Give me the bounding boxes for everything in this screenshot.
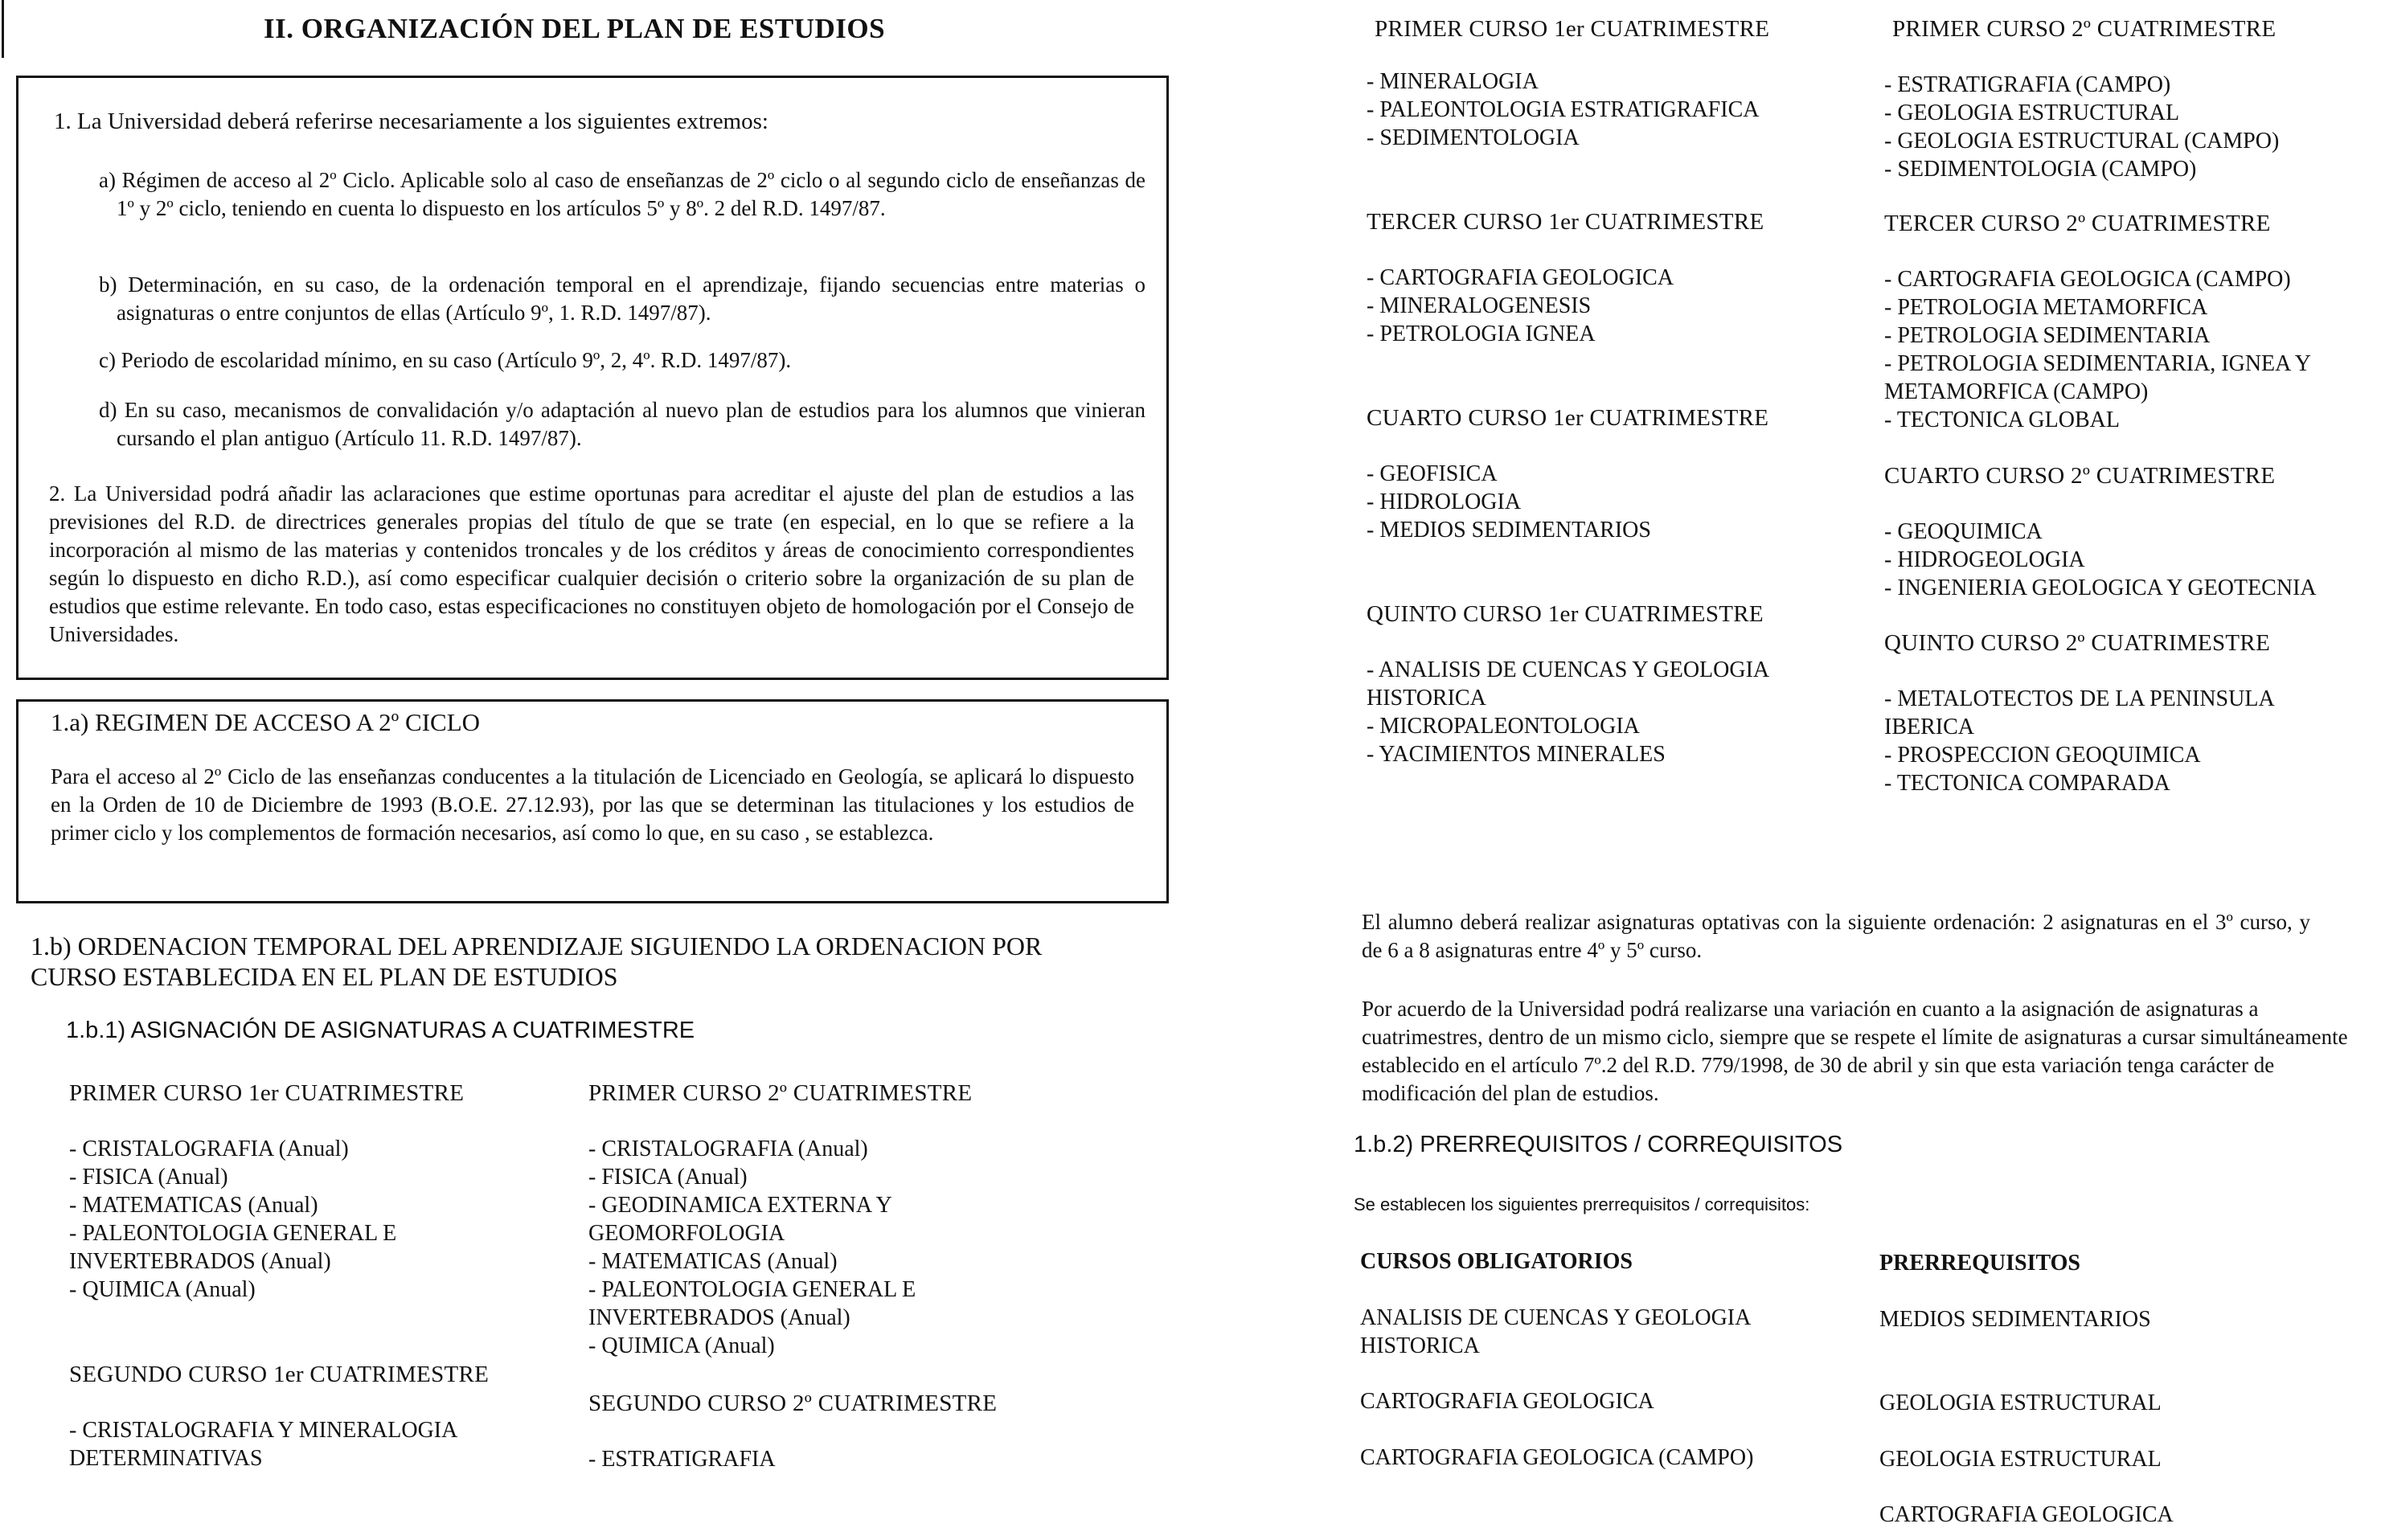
table-row-curso: [1360, 1387, 1654, 1415]
subject-item: - QUIMICA (Anual): [588, 1333, 775, 1358]
section-b-heading-line: CURSO ESTABLECIDA EN EL PLAN DE ESTUDIOS: [31, 962, 618, 991]
requirement-a: a) Régimen de acceso al 2º Ciclo. Aplicable solo al caso de enseñanzas de 2º ciclo o al segundo ciclo de enseñanzas de 1º y 2º ciclo, teniendo en cuenta lo dispuesto en los artículos 5º y 8º. 2 del R.D. 1497/87.: [99, 168, 1145, 220]
subject-item: - CRISTALOGRAFIA (Anual): [588, 1137, 868, 1161]
course-heading: CUARTO CURSO 1er CUATRIMESTRE: [1367, 405, 1769, 431]
subject-item: - CRISTALOGRAFIA Y MINERALOGIA: [69, 1418, 458, 1443]
acuerdo-paragraph: Por acuerdo de la Universidad podrá realizarse una variación en cuanto a la asignación de asignaturas a cuatrimestres, dentro de un mismo ciclo, siempre que se respete el límite de asignaturas a cursar simultáneamente establecido en el artículo 7º.2 del R.D. 779/1998, de 30 de abril y sin que esta variación tenga carácter de modificación del plan de estudios.: [1362, 997, 2348, 1105]
subject-item: - HIDROLOGIA: [1367, 489, 1522, 514]
section-b2-intro: Se establecen los siguientes prerrequisitos / correquisitos:: [1354, 1194, 1810, 1214]
table-cell: ANALISIS DE CUENCAS Y GEOLOGIA: [1360, 1305, 1752, 1330]
table-cell: CARTOGRAFIA GEOLOGICA: [1879, 1502, 2174, 1527]
subject-list: [1367, 460, 1651, 544]
subject-list: [1884, 265, 2311, 434]
subject-item: - CARTOGRAFIA GEOLOGICA (CAMPO): [1884, 267, 2291, 292]
course-heading: PRIMER CURSO 2º CUATRIMESTRE: [1892, 16, 2276, 42]
subject-list: [1367, 656, 1769, 768]
table-row-curso: [1360, 1444, 1753, 1472]
subject-list: [1884, 685, 2275, 797]
requirement-b: b) Determinación, en su caso, de la ordenación temporal en el aprendizaje, fijando secuencias entre materias o asignaturas o entre conjuntos de ellas (Artículo 9º, 1. R.D. 1497/87).: [99, 272, 1145, 325]
course-heading: PRIMER CURSO 1er CUATRIMESTRE: [69, 1080, 465, 1106]
subject-item: - PROSPECCION GEOQUIMICA: [1884, 743, 2201, 768]
subject-list: [1367, 264, 1674, 348]
requirement-d: d) En su caso, mecanismos de convalidación y/o adaptación al nuevo plan de estudios para los alumnos que vinieran cursando el plan antiguo (Artículo 11. R.D. 1497/87).: [99, 398, 1145, 450]
subject-item: INVERTEBRADOS (Anual): [69, 1249, 331, 1274]
section-b1-heading: 1.b.1) ASIGNACIÓN DE ASIGNATURAS A CUATRIMESTRE: [66, 1018, 695, 1043]
table-row-prereq: [1879, 1305, 2151, 1333]
subject-item: - MATEMATICAS (Anual): [588, 1249, 838, 1274]
subject-item: - FISICA (Anual): [69, 1165, 228, 1190]
optativas-paragraph: El alumno deberá realizar asignaturas optativas con la siguiente ordenación: 2 asignaturas en el 3º curso, y de 6 a 8 asignaturas entre 4º y 5º curso.: [1362, 910, 2310, 962]
course-heading: PRIMER CURSO 2º CUATRIMESTRE: [588, 1080, 973, 1106]
subject-item: HISTORICA: [1367, 686, 1486, 711]
subject-item: - ANALISIS DE CUENCAS Y GEOLOGIA: [1367, 657, 1770, 682]
subject-item: - PETROLOGIA METAMORFICA: [1884, 295, 2208, 320]
subject-item: - GEOLOGIA ESTRUCTURAL: [1884, 100, 2180, 125]
subject-item: - PALEONTOLOGIA GENERAL E: [69, 1221, 397, 1246]
table-row-prereq: [1879, 1445, 2174, 1529]
subject-item: - GEOFISICA: [1367, 461, 1498, 486]
table-row-prereq: [1879, 1389, 2162, 1417]
subject-item: IBERICA: [1884, 715, 1974, 739]
subject-item: - YACIMIENTOS MINERALES: [1367, 742, 1666, 767]
subject-item: INVERTEBRADOS (Anual): [588, 1305, 850, 1330]
subject-item: - MICROPALEONTOLOGIA: [1367, 714, 1640, 739]
requirements-box: [16, 76, 1169, 680]
subject-item: - CARTOGRAFIA GEOLOGICA: [1367, 265, 1674, 290]
requirements-para2: 2. La Universidad podrá añadir las aclaraciones que estime oportunas para acreditar el ajuste del plan de estudios a las previsiones del R.D. de directrices generales propias del título de que se trate (en especial, en lo que se refiere a la incorporación al mismo de las materias y contenidos troncales y de los créditos y áreas de conocimiento correspondientes según lo dispuesto en dicho R.D.), así como especificar cualquier decisión o criterio sobre la organización de su plan de estudios que estime relevante. En todo caso, estas especificaciones no constituyen objeto de homologación por el Consejo de Universidades.: [49, 481, 1134, 646]
subject-item: - MINERALOGENESIS: [1367, 293, 1592, 318]
subject-item: - GEOQUIMICA: [1884, 519, 2043, 544]
subject-item: - SEDIMENTOLOGIA (CAMPO): [1884, 157, 2197, 182]
course-heading: QUINTO CURSO 2º CUATRIMESTRE: [1884, 630, 2271, 656]
table-row-curso: [1360, 1304, 1751, 1360]
subject-item: - INGENIERIA GEOLOGICA Y GEOTECNIA: [1884, 575, 2317, 600]
subject-item: - GEOLOGIA ESTRUCTURAL (CAMPO): [1884, 129, 2280, 154]
subject-item: - PETROLOGIA SEDIMENTARIA, IGNEA Y: [1884, 351, 2312, 376]
subject-item: DETERMINATIVAS: [69, 1446, 263, 1471]
subject-item: - MEDIOS SEDIMENTARIOS: [1367, 518, 1651, 543]
section-b-heading-line: 1.b) ORDENACION TEMPORAL DEL APRENDIZAJE SIGUIENDO LA ORDENACION POR: [31, 932, 1043, 960]
subject-item: - PETROLOGIA SEDIMENTARIA: [1884, 323, 2211, 348]
subject-item: - PALEONTOLOGIA ESTRATIGRAFICA: [1367, 97, 1760, 122]
page-title: II. ORGANIZACIÓN DEL PLAN DE ESTUDIOS: [264, 13, 886, 44]
course-heading: SEGUNDO CURSO 2º CUATRIMESTRE: [588, 1391, 998, 1416]
course-heading: SEGUNDO CURSO 1er CUATRIMESTRE: [69, 1362, 490, 1387]
subject-item: - HIDROGEOLOGIA: [1884, 547, 2085, 572]
subject-item: - METALOTECTOS DE LA PENINSULA: [1884, 686, 2275, 711]
subject-item: GEOMORFOLOGIA: [588, 1221, 785, 1246]
table-cell: CARTOGRAFIA GEOLOGICA (CAMPO): [1360, 1445, 1754, 1470]
subject-item: - SEDIMENTOLOGIA: [1367, 125, 1580, 150]
access-body: Para el acceso al 2º Ciclo de las enseñanzas conducentes a la titulación de Licenciado en Geología, se aplicará lo dispuesto en la Orden de 10 de Diciembre de 1993 (B.O.E. 27.12.93), por las que se determinan las titulaciones y los estudios de primer ciclo y los complementos de formación necesarios, así como lo que, en su caso , se establezca.: [51, 764, 1134, 845]
course-heading: CUARTO CURSO 2º CUATRIMESTRE: [1884, 463, 2276, 489]
table-cell: GEOLOGIA ESTRUCTURAL: [1879, 1391, 2162, 1415]
subject-item: - PALEONTOLOGIA GENERAL E: [588, 1277, 916, 1302]
table-header-obligatorios: CURSOS OBLIGATORIOS: [1360, 1249, 1633, 1274]
page-edge-line: [2, 0, 4, 58]
subject-item: METAMORFICA (CAMPO): [1884, 379, 2149, 404]
course-heading: TERCER CURSO 1er CUATRIMESTRE: [1367, 209, 1764, 235]
table-header-prerrequisitos: PRERREQUISITOS: [1879, 1251, 2081, 1276]
subject-item: - QUIMICA (Anual): [69, 1277, 256, 1302]
table-cell: GEOLOGIA ESTRUCTURAL: [1879, 1447, 2162, 1472]
requirements-intro: 1. La Universidad deberá referirse necesariamente a los siguientes extremos:: [54, 109, 768, 134]
table-cell: HISTORICA: [1360, 1333, 1480, 1358]
requirement-c: c) Periodo de escolaridad mínimo, en su caso (Artículo 9º, 2, 4º. R.D. 1497/87).: [99, 348, 792, 372]
section-b-heading: [31, 931, 1042, 992]
subject-item: - TECTONICA GLOBAL: [1884, 408, 2120, 432]
subject-item: - MINERALOGIA: [1367, 69, 1539, 94]
course-heading: TERCER CURSO 2º CUATRIMESTRE: [1884, 211, 2271, 236]
course-heading: PRIMER CURSO 1er CUATRIMESTRE: [1375, 16, 1770, 42]
subject-list: [69, 1135, 396, 1304]
subject-item: - MATEMATICAS (Anual): [69, 1193, 318, 1218]
subject-item: - TECTONICA COMPARADA: [1884, 771, 2170, 796]
subject-item: - PETROLOGIA IGNEA: [1367, 322, 1596, 346]
subject-list: [1884, 518, 2317, 602]
subject-list: [1884, 71, 2279, 183]
subject-list: [1367, 68, 1759, 152]
subject-item: - CRISTALOGRAFIA (Anual): [69, 1137, 349, 1161]
section-b2-heading: 1.b.2) PRERREQUISITOS / CORREQUISITOS: [1354, 1132, 1843, 1157]
access-heading: 1.a) REGIMEN DE ACCESO A 2º CICLO: [51, 708, 481, 736]
access-box: [16, 699, 1169, 903]
course-heading: QUINTO CURSO 1er CUATRIMESTRE: [1367, 601, 1764, 627]
subject-item: - ESTRATIGRAFIA: [588, 1447, 776, 1472]
subject-list: [69, 1416, 457, 1472]
subject-item: - GEODINAMICA EXTERNA Y: [588, 1193, 892, 1218]
table-cell: MEDIOS SEDIMENTARIOS: [1879, 1307, 2151, 1332]
subject-item: - FISICA (Anual): [588, 1165, 748, 1190]
subject-list: [588, 1135, 916, 1360]
subject-list: [588, 1445, 776, 1473]
subject-item: - ESTRATIGRAFIA (CAMPO): [1884, 72, 2171, 97]
table-cell: CARTOGRAFIA GEOLOGICA: [1360, 1389, 1654, 1414]
